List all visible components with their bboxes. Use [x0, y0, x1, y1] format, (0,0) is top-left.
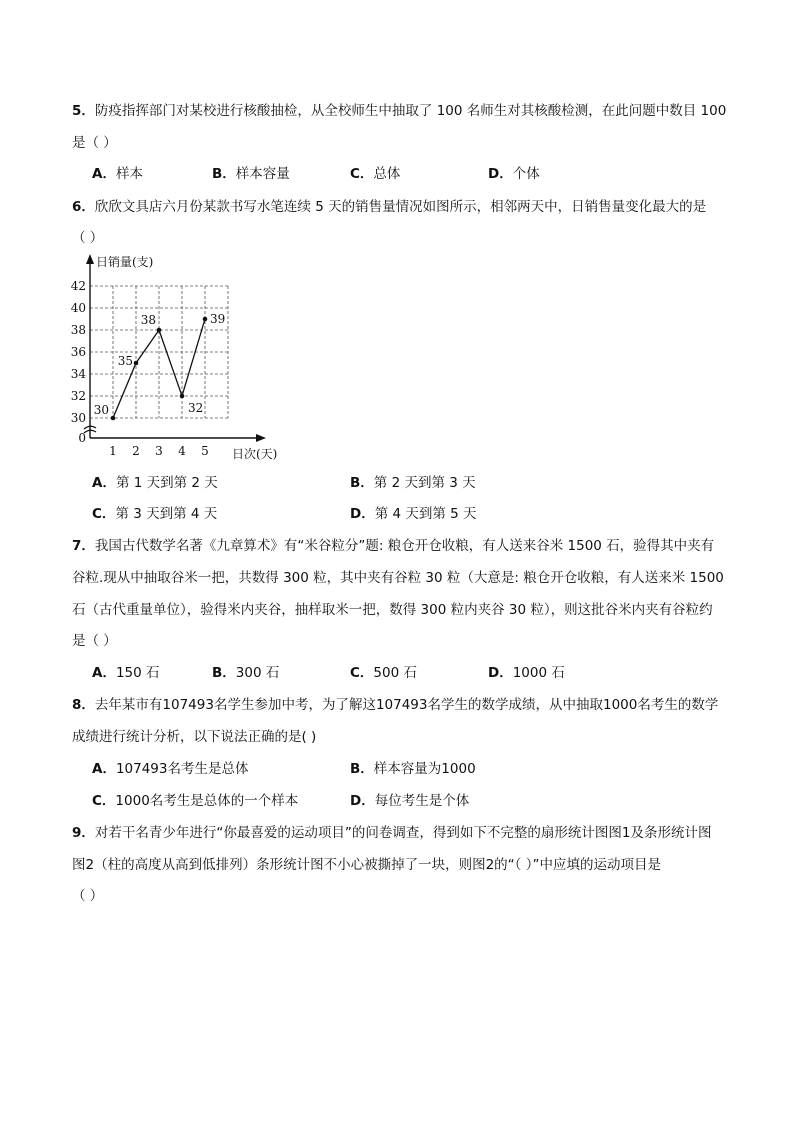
q6-text-line1: 欣欣文具店六月份某款书写水笔连续 5 天的销售量情况如图所示，相邻两天中，日销售量变化最大的是 [94, 199, 707, 215]
y-tick-label-42: 42 [70, 279, 86, 293]
q7-stem-line3: 石（古代重量单位），验得米内夹谷，抽样取米一把，数得 300 粒内夹谷 30 粒），则这批谷米内夹有谷粒约 [72, 602, 713, 618]
x-tick-label-4: 4 [178, 444, 186, 458]
q6-stem-line1 [72, 197, 706, 217]
q8-option-b[interactable]: B．样本容量为1000 [350, 761, 476, 777]
q6-option-d[interactable]: D．第 4 天到第 5 天 [350, 506, 477, 522]
data-label-day-5: 39 [210, 312, 226, 326]
daily-sales-line-chart [64, 248, 284, 468]
x-tick-label-3: 3 [155, 444, 163, 458]
q7-stem-line2: 谷粒.现从中抽取谷米一把，共数得 300 粒，其中夹有谷粒 30 粒（大意是: 粮仓开仓收粮，有人送来米 1500 [72, 570, 724, 586]
q8-option-a[interactable]: A．107493名考生是总体 [92, 761, 249, 777]
q9-stem-line2: 图2（柱的高度从高到低排列）条形统计图不小心被撕掉了一块，则图2的“（ ）”中应填的运动项目是 [72, 857, 661, 873]
y-tick-label-34: 34 [70, 367, 86, 381]
data-point-day-5 [203, 317, 208, 322]
chart-ticks [71, 279, 209, 458]
q9-stem-line3: （ ） [72, 888, 104, 904]
q5-number: 5． [72, 103, 95, 119]
q7-number: 7． [72, 538, 95, 554]
x-axis-arrow [256, 434, 266, 442]
data-label-day-3: 38 [140, 313, 156, 327]
q9-number: 9． [72, 825, 95, 841]
x-tick-label-5: 5 [201, 444, 209, 458]
q8-stem-line2: 成绩进行统计分析，以下说法正确的是( ) [72, 729, 317, 745]
data-label-day-1: 30 [93, 403, 109, 417]
y-tick-label-30: 30 [70, 411, 86, 425]
q7-stem-line1 [72, 536, 714, 556]
q5-stem-line2: 是（ ） [72, 135, 117, 151]
q5-option-a[interactable]: A．样本 [92, 166, 143, 182]
y-axis-arrow [86, 254, 94, 264]
q7-option-a[interactable]: A．150 石 [92, 665, 160, 681]
q6-option-c[interactable]: C．第 3 天到第 4 天 [92, 506, 218, 522]
q7-option-d[interactable]: D．1000 石 [488, 665, 565, 681]
q7-text-line1: 我国古代数学名著《九章算术》有“米谷粒分”题: 粮仓开仓收粮，有人送来谷米 1500 石，验得其中夹有 [94, 538, 715, 554]
y-tick-label-40: 40 [70, 301, 86, 315]
q6-option-a[interactable]: A．第 1 天到第 2 天 [92, 475, 218, 491]
q8-option-d[interactable]: D．每位考生是个体 [350, 793, 470, 809]
q5-option-b[interactable]: B．样本容量 [212, 166, 290, 182]
data-point-day-2 [134, 361, 139, 366]
data-point-day-1 [111, 416, 116, 421]
q9-stem-line1 [72, 823, 711, 843]
q8-stem-line1 [72, 695, 718, 715]
y-tick-label-38: 38 [70, 323, 86, 337]
q8-text-line1: 去年某市有107493名学生参加中考，为了解这107493名学生的数学成绩，从中抽取1000名考生的数学 [94, 697, 719, 713]
q7-option-b[interactable]: B．300 石 [212, 665, 280, 681]
x-tick-label-1: 1 [109, 444, 117, 458]
data-point-day-3 [157, 328, 162, 333]
y-tick-label-32: 32 [70, 389, 86, 403]
q5-stem-line1 [72, 101, 726, 121]
y-tick-label-0: 0 [78, 431, 86, 445]
q5-option-c[interactable]: C．总体 [350, 166, 401, 182]
q9-text-line1: 对若干名青少年进行“你最喜爱的运动项目”的问卷调查，得到如下不完整的扇形统计图图1及条形统计图 [94, 825, 712, 841]
y-axis-label: 日销量(支) [96, 255, 154, 269]
q6-stem-line2: （ ） [72, 230, 104, 246]
q5-text-line1: 防疫指挥部门对某校进行核酸抽检，从全校师生中抽取了 100 名师生对其核酸检测，在此问题中数目 100 [94, 103, 727, 119]
q6-option-b[interactable]: B．第 2 天到第 3 天 [350, 475, 476, 491]
chart-series [94, 312, 226, 420]
q8-option-c[interactable]: C．1000名考生是总体的一个样本 [92, 793, 299, 809]
data-label-day-4: 32 [188, 401, 204, 415]
q8-number: 8． [72, 697, 95, 713]
q6-number: 6． [72, 199, 95, 215]
data-label-day-2: 35 [117, 354, 133, 368]
x-tick-label-2: 2 [132, 444, 140, 458]
q7-option-c[interactable]: C．500 石 [350, 665, 417, 681]
q7-stem-line4: 是（ ） [72, 633, 117, 649]
data-point-day-4 [180, 394, 185, 399]
chart-grid [90, 286, 228, 418]
q5-option-d[interactable]: D．个体 [488, 166, 540, 182]
x-axis-label: 日次(天) [232, 447, 278, 461]
y-tick-label-36: 36 [70, 345, 86, 359]
